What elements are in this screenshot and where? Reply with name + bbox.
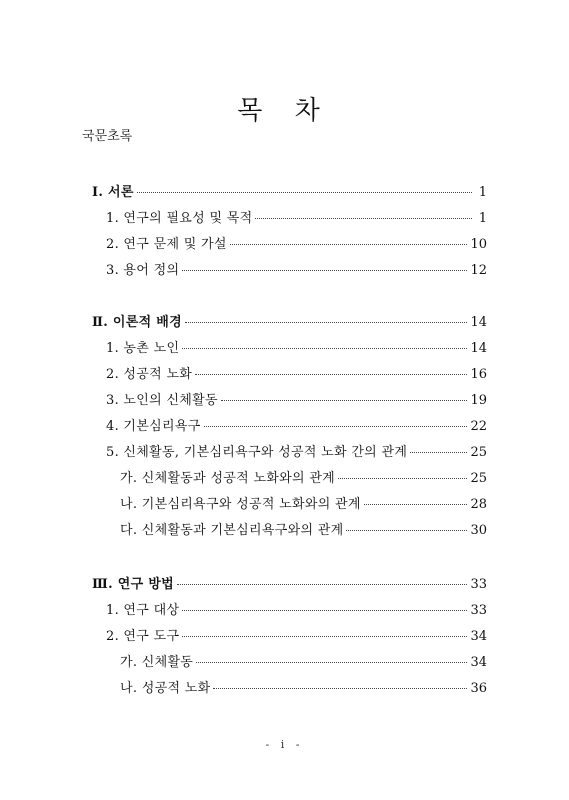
toc-entry-label: 2. 연구 도구 — [106, 629, 180, 644]
toc-entry-page: 1 — [478, 211, 487, 226]
dot-leader — [410, 452, 467, 453]
dot-leader — [195, 374, 467, 375]
toc-entry-page: 12 — [470, 263, 487, 278]
toc-entry-label: 1. 연구 대상 — [106, 603, 180, 618]
toc-entry — [106, 233, 487, 253]
toc-entry-label: 2. 연구 문제 및 가설 — [106, 237, 227, 252]
abstract-label: 국문초록 — [82, 129, 133, 144]
toc-entry-page: 19 — [470, 393, 487, 408]
toc-entry — [106, 363, 487, 383]
toc-entry-label: 1. 농촌 노인 — [106, 341, 180, 356]
toc-entry-page: 1 — [478, 185, 487, 200]
dot-leader — [196, 662, 467, 663]
toc-entry-page: 33 — [470, 577, 487, 592]
dot-leader — [182, 636, 467, 637]
dot-leader — [230, 244, 468, 245]
toc-entry-page: 34 — [470, 629, 487, 644]
toc-entry-page: 33 — [470, 603, 487, 618]
toc-entry-page: 10 — [470, 237, 487, 252]
toc-entry-label: 3. 용어 정의 — [106, 263, 180, 278]
toc-entry-label: 4. 기본심리욕구 — [106, 419, 201, 434]
toc-entry — [106, 441, 487, 461]
toc-entry-label: Ⅲ. 연구 방법 — [92, 577, 175, 592]
toc-entry-page: 14 — [470, 315, 487, 330]
toc-entry-label: 다. 신체활동과 기본심리욕구와의 관계 — [120, 523, 344, 538]
dot-leader — [346, 530, 467, 531]
dot-leader — [182, 348, 467, 349]
toc-entry-section-2 — [92, 311, 487, 331]
toc-subentry — [120, 651, 487, 671]
toc-subentry — [120, 519, 487, 539]
toc-entry — [106, 389, 487, 409]
toc-entry — [106, 625, 487, 645]
toc-entry-label: 1. 연구의 필요성 및 목적 — [106, 211, 253, 226]
dot-leader — [204, 426, 468, 427]
toc-entry-label: 3. 노인의 신체활동 — [106, 393, 218, 408]
toc-entry-label: 2. 성공적 노화 — [106, 367, 193, 382]
toc-entry — [106, 599, 487, 619]
toc-entry-page: 34 — [470, 655, 487, 670]
dot-leader — [185, 322, 467, 323]
toc-entry-page: 14 — [470, 341, 487, 356]
toc-entry-page: 22 — [470, 419, 487, 434]
toc-entry-page: 30 — [470, 523, 487, 538]
toc-entry — [106, 207, 487, 227]
toc-entry-label: Ⅰ. 서론 — [92, 185, 134, 200]
dot-leader — [182, 610, 467, 611]
toc-entry-page: 25 — [470, 445, 487, 460]
page-number-footer: - i - — [265, 738, 304, 751]
toc-entry-page: 36 — [470, 681, 487, 696]
toc-subentry — [120, 467, 487, 487]
dot-leader — [213, 688, 467, 689]
toc-entry — [106, 259, 487, 279]
dot-leader — [338, 478, 467, 479]
toc-entry-page: 28 — [470, 497, 487, 512]
toc-entry-label: Ⅱ. 이론적 배경 — [92, 315, 183, 330]
toc-entry-section-3 — [92, 573, 487, 593]
toc-entry-label: 나. 기본심리욕구와 성공적 노화와의 관계 — [120, 497, 361, 512]
dot-leader — [221, 400, 468, 401]
toc-entry-section-1 — [92, 181, 487, 201]
toc-entry-label: 나. 성공적 노화 — [120, 681, 211, 696]
dot-leader — [182, 270, 467, 271]
page-title: 목 차 — [237, 96, 332, 126]
toc-entry-label: 5. 신체활동, 기본심리욕구와 성공적 노화 간의 관계 — [106, 445, 408, 460]
dot-leader — [364, 504, 468, 505]
toc-entry — [106, 415, 487, 435]
toc-entry-label: 가. 신체활동과 성공적 노화와의 관계 — [120, 471, 336, 486]
toc-entry-page: 25 — [470, 471, 487, 486]
toc-subentry — [120, 493, 487, 513]
toc-entry-label: 가. 신체활동 — [120, 655, 194, 670]
toc-entry-page: 16 — [470, 367, 487, 382]
toc-subentry — [120, 677, 487, 697]
dot-leader — [137, 192, 472, 193]
toc-entry — [106, 337, 487, 357]
dot-leader — [255, 218, 472, 219]
dot-leader — [177, 584, 467, 585]
